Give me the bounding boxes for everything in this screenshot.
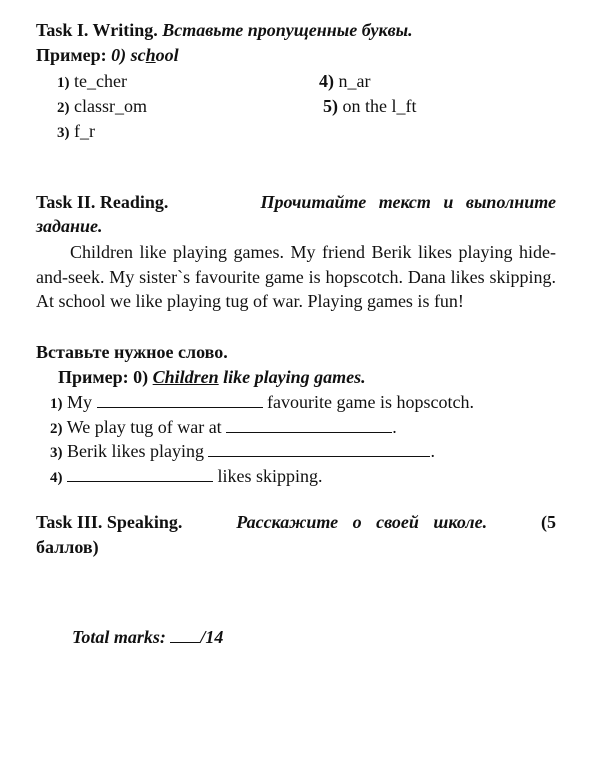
score-blank[interactable] [170,628,200,643]
example-word-start: sc [130,45,146,65]
sentence-end: likes skipping. [217,466,323,486]
example-word-missing-letter: h [145,45,156,65]
task2-title: Task II. Reading. [36,192,169,212]
task2-instruction-line1: Прочитайте текст и выполните [260,192,556,212]
total-marks [72,627,223,648]
task2-item-2 [50,417,397,438]
task2-item-3 [50,441,435,462]
task1-item-4 [319,71,370,92]
task2-item-1 [50,392,474,413]
item-number: 4) [319,71,334,91]
task1-example-word [131,45,179,65]
item-number: 4) [50,470,63,486]
task1-item-3 [57,121,95,142]
task2-example-answer: Children [152,367,219,387]
total-marks-max: /14 [200,627,224,647]
sentence-start: My [67,392,93,412]
task1-item-2 [57,96,147,117]
task2-fill-instruction: Вставьте нужное слово. [36,342,228,362]
task3-title: Task III. Speaking. [36,512,183,532]
total-marks-label: Total marks: [72,627,166,647]
answer-blank[interactable] [67,467,213,482]
example-word-end: ool [155,45,179,65]
task1-example [36,45,179,66]
sentence-start: Berik likes playing [67,441,204,461]
task3-points-unit: баллов) [36,537,99,557]
answer-blank[interactable] [97,393,263,408]
task3-points: (5 [540,512,556,532]
task1-example-num: 0) [111,45,127,65]
item-number: 3) [50,445,63,461]
sentence-end: favourite game is hopscotch. [267,392,474,412]
item-word: classr_om [74,96,147,116]
task1-item-5 [323,96,417,117]
answer-blank[interactable] [226,418,392,433]
task2-reading-text: Children like playing games. My friend Berik likes playing hide-and-seek. My sister`s favourite game is hopscotch. Dana likes skipping. At school we like playing tug of war. Playing games is fun! [36,242,556,311]
item-number: 2) [50,421,63,437]
task1-instruction: Вставьте пропущенные буквы. [162,20,413,40]
sentence-end: . [430,441,435,461]
task2-heading [36,192,556,213]
task2-item-4 [50,466,323,487]
task2-example [58,367,366,388]
task2-example-sentence: like playing games. [223,367,366,387]
item-number: 5) [323,96,338,116]
answer-blank[interactable] [208,442,430,457]
task1-example-label: Пример: [36,45,107,65]
item-word: te_cher [74,71,127,91]
item-number: 1) [50,396,63,412]
task2-example-label: Пример: 0) [58,367,149,387]
item-number: 2) [57,100,70,116]
task3-heading [36,512,556,533]
item-number: 3) [57,125,70,141]
item-number: 1) [57,75,70,91]
sentence-end: . [392,417,397,437]
task3-instruction: Расскажите о своей школе. [236,512,488,532]
task1-heading [36,20,413,41]
task2-instruction-line2: задание. [36,216,103,236]
sentence-start: We play tug of war at [66,417,222,437]
task1-item-1 [57,71,127,92]
item-word: on the l_ft [342,96,417,116]
item-word: n_ar [338,71,371,91]
item-word: f_r [74,121,95,141]
task1-title: Task I. Writing. [36,20,158,40]
